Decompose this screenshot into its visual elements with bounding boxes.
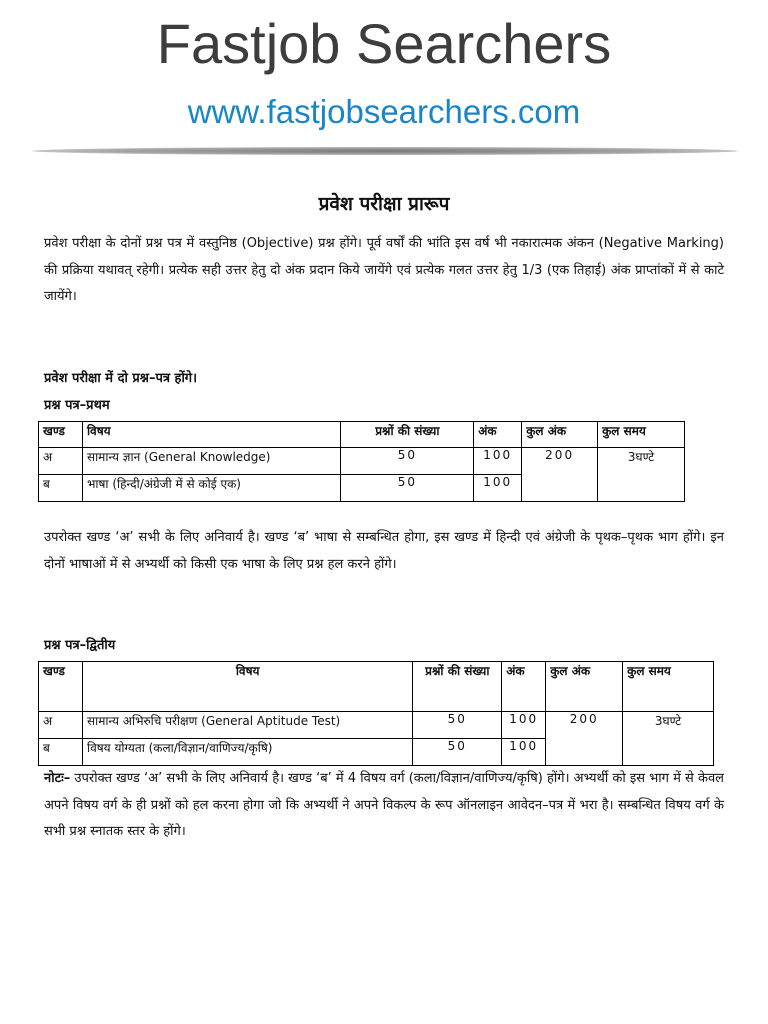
col-header-subject: विषय: [82, 662, 412, 712]
row-questions: 50: [413, 712, 502, 739]
row-section: अ: [39, 448, 83, 475]
total-marks-cell: 200: [546, 712, 623, 766]
row-questions: 50: [413, 739, 502, 766]
row-marks: 100: [502, 712, 546, 739]
total-marks-cell: 200: [522, 448, 598, 502]
row-subject: सामान्य अभिरुचि परीक्षण (General Aptitude Test): [82, 712, 412, 739]
site-title: Fastjob Searchers: [156, 12, 612, 75]
row-subject: भाषा (हिन्दी/अंग्रेजी में से कोई एक): [82, 475, 341, 502]
note-paragraph: [44, 766, 724, 846]
row-marks: 100: [502, 739, 546, 766]
col-header-marks: अंक: [474, 422, 522, 448]
site-url-link[interactable]: www.fastjobsearchers.com: [187, 93, 581, 130]
paper1-title: प्रश्न पत्र–प्रथम: [44, 398, 110, 413]
col-header-subject: विषय: [82, 422, 341, 448]
note-label: नोटः–: [44, 771, 71, 786]
row-questions: 50: [341, 475, 474, 502]
col-header-marks: अंक: [502, 662, 546, 712]
intro-paragraph: प्रवेश परीक्षा के दोनों प्रश्न पत्र में वस्तुनिष्ठ (Objective) प्रश्न होंगे। पूर्व वर्षों की भांति इस वर्ष भी नकारात्मक अंकन (Negative Marking) की प्रक्रिया यथावत् रहेगी। प्रत्येक सही उत्तर हेतु दो अंक प्रदान किये जायेंगे एवं प्रत्येक गलत उत्तर हेतु 1/3 (एक तिहाई) अंक प्राप्तांकों में से काटे जायेंगे।: [44, 236, 724, 304]
table-row: [39, 712, 714, 739]
table-header-row: [39, 662, 714, 712]
col-header-section: खण्ड: [39, 662, 83, 712]
paper1-table: [38, 421, 685, 502]
col-header-section: खण्ड: [39, 422, 83, 448]
total-time-cell: 3घण्टे: [598, 448, 685, 502]
note-text: उपरोक्त खण्ड ‘अ’ सभी के लिए अनिवार्य है। खण्ड ‘ब’ में 4 विषय वर्ग (कला/विज्ञान/वाणिज्य/कृषि) होंगे। अभ्यर्थी को इस भाग में से केवल अपने विषय वर्ग के ही प्रश्नों को हल करना होगा जो कि अभ्यर्थी ने अपने विकल्प के रूप ऑनलाइन आवेदन–पत्र में भरा है। सम्बन्धित विषय वर्ग के सभी प्रश्न स्नातक स्तर के होंगे।: [44, 771, 724, 839]
paper2-title: प्रश्न पत्र–द्वितीय: [44, 638, 116, 653]
col-header-total-time: कुल समय: [598, 422, 685, 448]
page-title: प्रवेश परीक्षा प्रारूप: [318, 193, 450, 215]
table-row: [39, 448, 685, 475]
row-section: अ: [39, 712, 83, 739]
row-questions: 50: [341, 448, 474, 475]
col-header-questions: प्रश्नों की संख्या: [341, 422, 474, 448]
header-divider: [32, 147, 738, 155]
row-subject: सामान्य ज्ञान (General Knowledge): [82, 448, 341, 475]
row-marks: 100: [474, 448, 522, 475]
row-section: ब: [39, 475, 83, 502]
col-header-total-time: कुल समय: [623, 662, 714, 712]
two-papers-line: प्रवेश परीक्षा में दो प्रश्न–पत्र होंगे।: [44, 371, 198, 386]
row-marks: 100: [474, 475, 522, 502]
table-header-row: [39, 422, 685, 448]
paper2-table: [38, 661, 714, 766]
row-subject: विषय योग्यता (कला/विज्ञान/वाणिज्य/कृषि): [82, 739, 412, 766]
total-time-cell: 3घण्टे: [623, 712, 714, 766]
col-header-total-marks: कुल अंक: [522, 422, 598, 448]
row-section: ब: [39, 739, 83, 766]
paper1-note-paragraph: उपरोक्त खण्ड ‘अ’ सभी के लिए अनिवार्य है। खण्ड ‘ब’ भाषा से सम्बन्धित होगा, इस खण्ड में हिन्दी एवं अंग्रेजी के पृथक–पृथक भाग होंगे। इन दोनों भाषाओं में से अभ्यर्थी को किसी एक भाषा के लिए प्रश्न हल करने होंगे।: [44, 530, 724, 572]
col-header-questions: प्रश्नों की संख्या: [413, 662, 502, 712]
col-header-total-marks: कुल अंक: [546, 662, 623, 712]
